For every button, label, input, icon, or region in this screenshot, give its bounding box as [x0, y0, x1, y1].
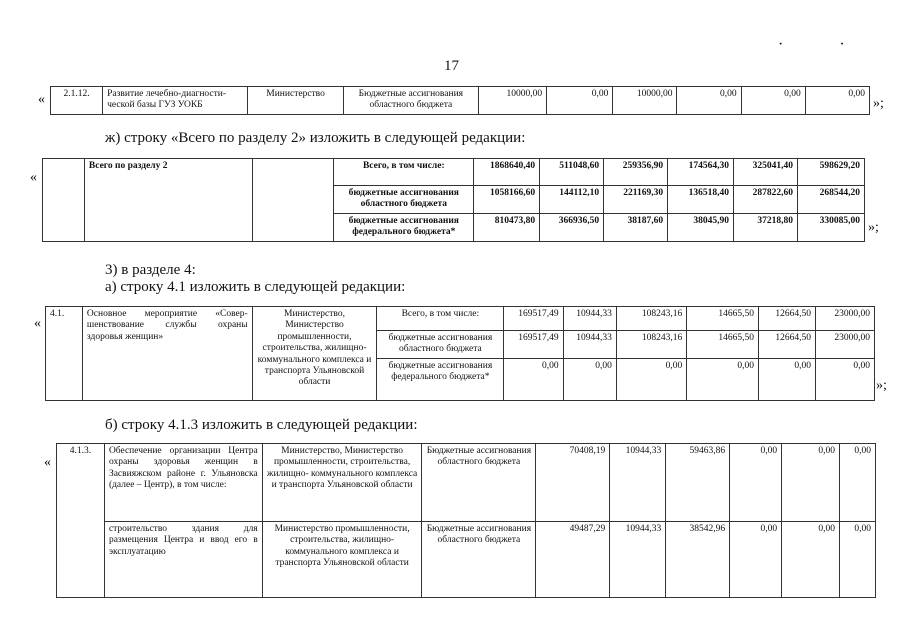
value-cell: 810473,80	[474, 213, 540, 241]
value-cell: 0,00	[687, 358, 759, 400]
value-cell: 0,00	[782, 444, 840, 522]
value-cell: 0,00	[839, 522, 875, 598]
value-cell: 136518,40	[668, 186, 734, 214]
table-row-2-1-12	[50, 86, 870, 115]
value-cell: 0,00	[677, 87, 741, 115]
value-cell: 59463,86	[666, 444, 730, 522]
row-label: бюджетные ассигнования федерального бюджета*	[334, 213, 474, 241]
value-cell: 330085,00	[797, 213, 864, 241]
row-name: Развитие лечебно-диагности- ческой базы ГУЗ УОКБ	[103, 87, 248, 115]
value-cell: 144112,10	[540, 186, 604, 214]
value-cell: 12664,50	[759, 331, 816, 359]
heading-b: б) строку 4.1.3 изложить в следующей редакции:	[105, 417, 418, 433]
row-executor: Министерство, Министерство промышленности, строительства, жилищно- коммунального комплекса и транспорта Ульяновской области	[252, 307, 377, 401]
value-cell: 287822,60	[734, 186, 798, 214]
close-quote: »;	[873, 96, 884, 111]
value-cell: 10944,33	[610, 444, 666, 522]
row-label: Всего, в том числе:	[334, 159, 474, 186]
top-dots: · ·	[778, 36, 871, 53]
value-cell: 174564,30	[668, 159, 734, 186]
heading-zh: ж) строку «Всего по разделу 2» изложить в следующей редакции:	[105, 130, 526, 146]
row-source: Бюджетные ассигнования областного бюджета	[422, 444, 536, 522]
value-cell: 0,00	[504, 358, 563, 400]
heading-section-4: 3) в разделе 4:	[105, 262, 196, 278]
value-cell: 169517,49	[504, 331, 563, 359]
heading-a: а) строку 4.1 изложить в следующей редакции:	[105, 279, 406, 295]
table-row-4-1	[45, 306, 875, 401]
value-cell: 0,00	[563, 358, 616, 400]
value-cell: 108243,16	[616, 331, 686, 359]
value-cell: 12664,50	[759, 307, 816, 331]
row-name: Основное мероприятие «Совер- шенствование службы охраны здоровья женщин»	[82, 307, 252, 401]
value-cell: 0,00	[616, 358, 686, 400]
value-cell: 0,00	[730, 444, 782, 522]
value-cell: 10944,33	[563, 331, 616, 359]
row-executor: Министерство, Министерство промышленности, строительства, жилищно- коммунального комплекса и транспорта Ульяновской области	[262, 444, 422, 522]
value-cell: 0,00	[782, 522, 840, 598]
value-cell: 325041,40	[734, 159, 798, 186]
open-quote: «	[30, 170, 37, 185]
value-cell: 0,00	[730, 522, 782, 598]
value-cell: 108243,16	[616, 307, 686, 331]
row-label: Всего, в том числе:	[377, 307, 504, 331]
value-cell: 259356,90	[604, 159, 668, 186]
value-cell: 0,00	[839, 444, 875, 522]
value-cell: 0,00	[547, 87, 613, 115]
row-code: 4.1.3.	[57, 444, 105, 598]
value-cell: 511048,60	[540, 159, 604, 186]
value-cell: 14665,50	[687, 307, 759, 331]
value-cell: 49487,29	[536, 522, 610, 598]
value-cell: 70408,19	[536, 444, 610, 522]
row-label: бюджетные ассигнования федерального бюджета*	[377, 358, 504, 400]
value-cell: 23000,00	[816, 331, 875, 359]
page-number: 17	[444, 58, 459, 74]
value-cell: 23000,00	[816, 307, 875, 331]
value-cell: 598629,20	[797, 159, 864, 186]
row-name: строительство здания для размещения Центра и ввод его в эксплуатацию	[104, 522, 262, 598]
row-source: Бюджетные ассигнования областного бюджета	[422, 522, 536, 598]
value-cell: 0,00	[816, 358, 875, 400]
value-cell: 221169,30	[604, 186, 668, 214]
row-label: бюджетные ассигнования областного бюджета	[377, 331, 504, 359]
value-cell: 0,00	[759, 358, 816, 400]
value-cell: 10000,00	[613, 87, 677, 115]
row-code: 4.1.	[46, 307, 83, 401]
row-source: Бюджетные ассигнования областного бюджета	[343, 87, 478, 115]
value-cell: 38187,60	[604, 213, 668, 241]
value-cell: 10944,33	[563, 307, 616, 331]
value-cell: 268544,20	[797, 186, 864, 214]
value-cell: 1868640,40	[474, 159, 540, 186]
value-cell: 37218,80	[734, 213, 798, 241]
row-name: Обеспечение организации Центра охраны здоровья женщин в Засвияжском районе г. Ульяновска (далее – Центр), в том числе:	[104, 444, 262, 522]
value-cell: 366936,50	[540, 213, 604, 241]
value-cell: 169517,49	[504, 307, 563, 331]
value-cell: 14665,50	[687, 331, 759, 359]
row-code: 2.1.12.	[51, 87, 103, 115]
value-cell: 0,00	[805, 87, 869, 115]
row-executor: Министерство	[248, 87, 343, 115]
close-quote: »;	[868, 220, 879, 235]
row-label: бюджетные ассигнования областного бюджета	[334, 186, 474, 214]
value-cell: 1058166,60	[474, 186, 540, 214]
value-cell: 10000,00	[479, 87, 547, 115]
value-cell: 38045,90	[668, 213, 734, 241]
value-cell: 0,00	[741, 87, 805, 115]
open-quote: «	[34, 316, 41, 331]
table-row-4-1-3	[56, 443, 876, 598]
row-executor: Министерство промышленности, строительства, жилищно- коммунального комплекса и транспорта Ульяновской области	[262, 522, 422, 598]
value-cell: 38542,96	[666, 522, 730, 598]
value-cell: 10944,33	[610, 522, 666, 598]
table-total-section-2	[42, 158, 865, 242]
close-quote: »;	[876, 378, 887, 393]
row-name: Всего по разделу 2	[84, 159, 252, 242]
open-quote: «	[38, 92, 45, 107]
open-quote: «	[44, 455, 51, 470]
